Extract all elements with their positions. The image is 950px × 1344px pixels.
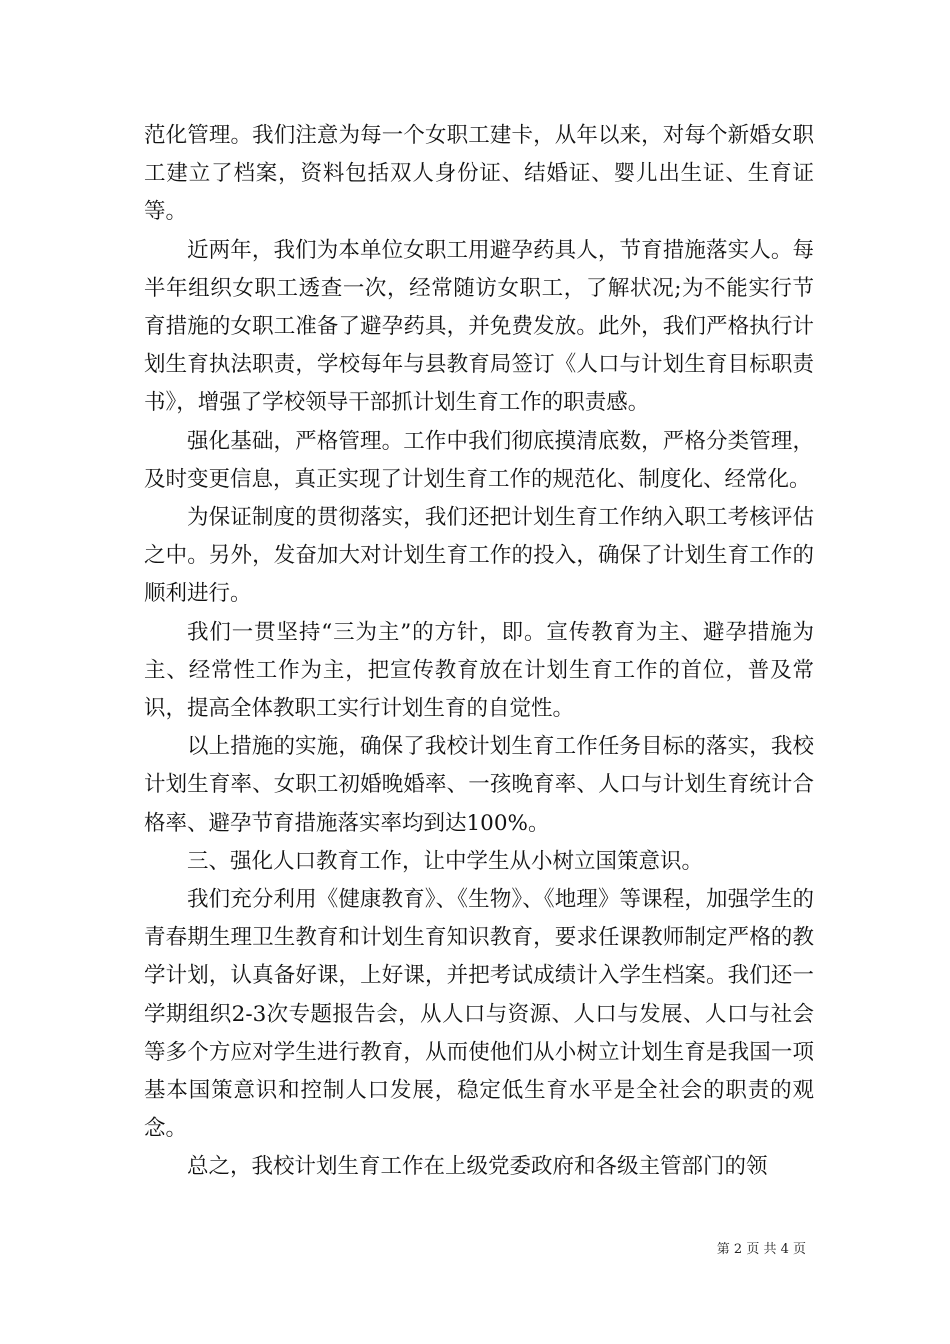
paragraph-2: 近两年，我们为本单位女职工用避孕药具人，节育措施落实人。每半年组织女职工透查一次，经常随访女职工，了解状况;为不能实行节育措施的女职工准备了避孕药具，并免费发放。此外，我们严格执行计划生育执法职责，学校每年与县教育局签订《人口与计划生育目标职责书》，增强了学校领导干部抓计划生育工作的职责感。: [144, 237, 814, 416]
paragraph-7: 我们充分利用《健康教育》、《生物》、《地理》等课程，加强学生的青春期生理卫生教育和计划生育知识教育，要求任课教师制定严格的教学计划，认真备好课，上好课，并把考试成绩计入学生档案。我们还一学期组织2-3次专题报告会，从人口与资源、人口与发展、人口与社会等多个方应对学生进行教育，从而使他们从小树立计划生育是我国一项基本国策意识和控制人口发展，稳定低生育水平是全社会的职责的观念。: [144, 887, 814, 1142]
paragraph-8: 总之，我校计划生育工作在上级党委政府和各级主管部门的领: [187, 1154, 768, 1180]
page-number: 第 2 页 共 4 页: [716, 1242, 806, 1257]
paragraph-5: 我们一贯坚持“三为主”的方针，即。宣传教育为主、避孕措施为主、经常性工作为主，把宣传教育放在计划生育工作的首位，普及常识，提高全体教职工实行计划生育的自觉性。: [144, 619, 814, 722]
paragraph-4: 为保证制度的贯彻落实，我们还把计划生育工作纳入职工考核评估之中。另外，发奋加大对计划生育工作的投入，确保了计划生育工作的顺利进行。: [144, 505, 814, 607]
document-body: [144, 117, 814, 1187]
section-heading-3: 三、强化人口教育工作，让中学生从小树立国策意识。: [187, 848, 704, 874]
paragraph-3: 强化基础，严格管理。工作中我们彻底摸清底数，严格分类管理，及时变更信息，真正实现了计划生育工作的规范化、制度化、经常化。: [144, 428, 814, 492]
paragraph-1: 范化管理。我们注意为每一个女职工建卡，从年以来，对每个新婚女职工建立了档案，资料包括双人身份证、结婚证、婴儿出生证、生育证等。: [144, 123, 814, 225]
paragraph-6: 以上措施的实施，确保了我校计划生育工作任务目标的落实，我校计划生育率、女职工初婚晚婚率、一孩晚育率、人口与计划生育统计合格率、避孕节育措施落实率均到达100%。: [144, 734, 814, 836]
